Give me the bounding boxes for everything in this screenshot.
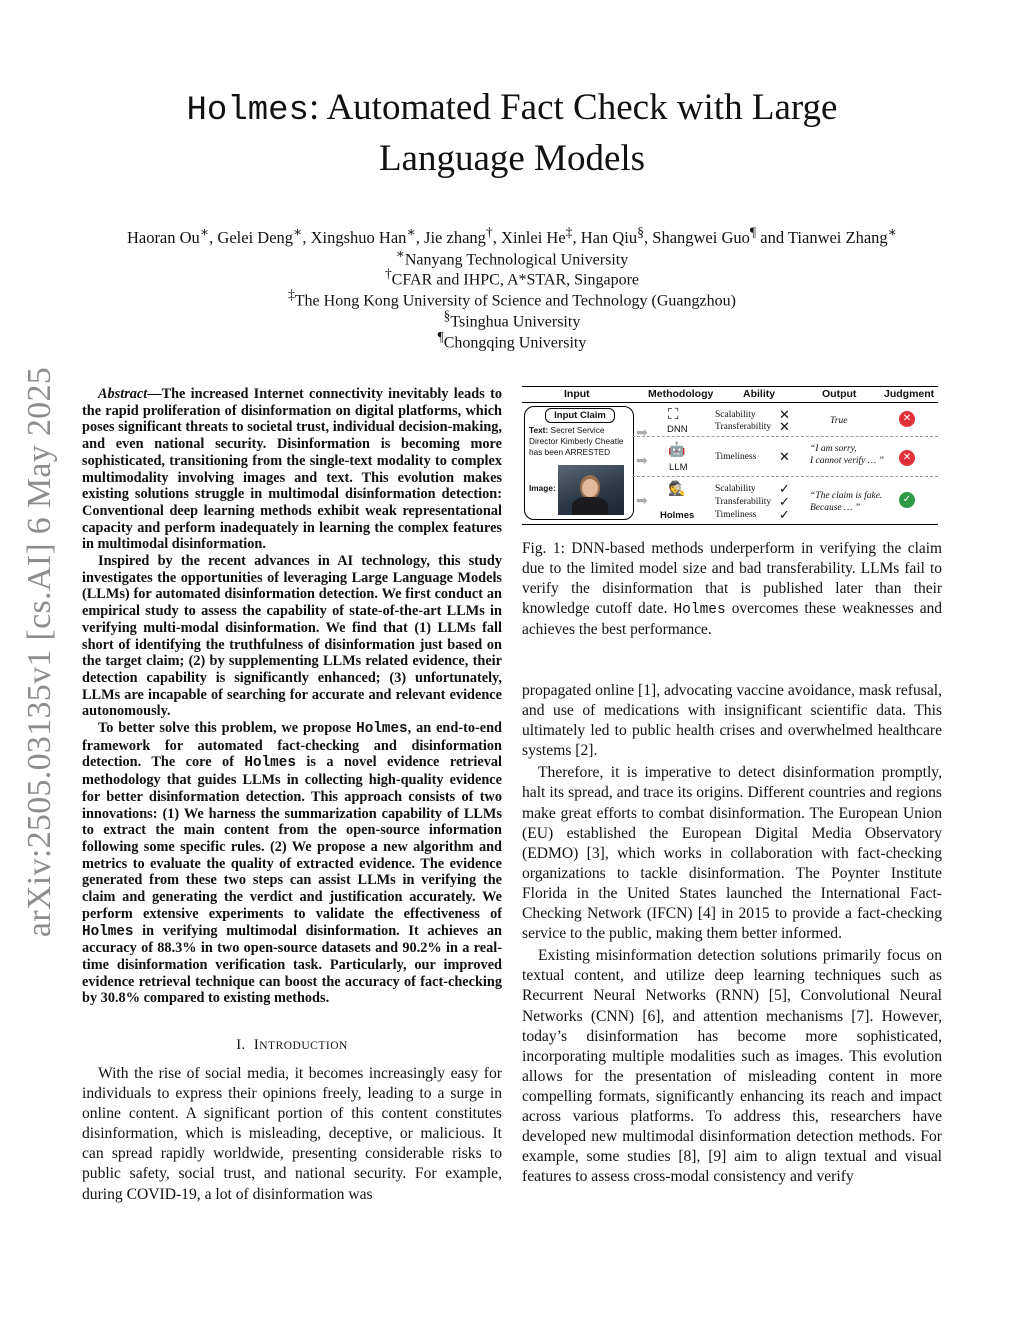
header-methodology: Methodology — [648, 388, 714, 400]
title-system-name: Holmes — [186, 92, 309, 130]
author: Haoran Ou∗, — [126, 224, 218, 247]
author: Jie zhang†, — [424, 224, 502, 247]
title-rest: : Automated Fact Check with Large — [308, 87, 838, 128]
correct-judgment-icon: ✓ — [899, 492, 915, 508]
abstract-paragraph: Abstract—The increased Internet connectivity inevitably leads to the rapid proliferation of disinformation on digital platforms, which poses significant threats to societal trust, individual decision-making, and even national security. Disinformation is becoming more sophisticated, transitioning from the single-text modality to complex multimodality involving images and text. This evolution makes existing solutions struggle in multimodal disinformation detection: Conventional deep learning methods exhibit weak representational capacity and perform inadequately in learning the complex features in multimodal disinformation. — [82, 386, 502, 553]
author: Xinlei He‡, — [501, 224, 581, 247]
ability-label: Timeliness — [715, 452, 757, 462]
abstract — [82, 386, 502, 1007]
author: Shangwei Guo¶ and — [652, 224, 788, 247]
output-llm: “I am sorry, I cannot verify … ” — [810, 444, 884, 466]
robot-icon: 🤖 — [668, 441, 686, 457]
check-icon: ✓ — [779, 494, 790, 509]
network-icon: ⛶ — [668, 406, 679, 423]
figure-1 — [522, 386, 938, 526]
ability-label: Scalability — [715, 484, 756, 494]
check-icon: ✓ — [779, 481, 790, 496]
cross-icon: ✕ — [779, 407, 790, 422]
right-column-body — [522, 681, 942, 1187]
method-dnn: DNN — [667, 424, 688, 435]
figure-header-rule — [522, 402, 938, 403]
row-separator — [632, 476, 938, 477]
output-dnn: True — [830, 416, 848, 426]
figure-bottom-rule — [522, 524, 938, 525]
method-holmes: Holmes — [660, 510, 695, 521]
affiliation: ‡The Hong Kong University of Science and Technology (Guangzhou) — [288, 287, 736, 310]
ability-label: Scalability — [715, 410, 756, 420]
arrow-icon: ➡ — [636, 452, 648, 468]
header-judgment: Judgment — [884, 388, 935, 400]
title-line2: Language Models — [378, 138, 646, 179]
detective-robot-icon: 🕵 — [668, 480, 686, 496]
author: Gelei Deng∗, — [217, 224, 311, 247]
output-holmes: “The claim is fake. Because … ” — [810, 491, 883, 513]
affiliation: †CFAR and IHPC, A*STAR, Singapore — [385, 266, 639, 289]
image-label: Image: — [529, 483, 556, 493]
section-heading-introduction: I. INTRODUCTION — [236, 1037, 348, 1053]
cross-icon: ✕ — [779, 449, 790, 464]
abstract-paragraph: To better solve this problem, we propose Holmes, an end-to-end framework for automated fact-checking and disinformation detection. The core of Holmes is a novel evidence retrieval methodology that guides LLMs in collecting high-quality evidence for better disinformation detection. This approach consists of two innovations: (1) We harness the summarization capability of LLMs to extract the main content from the open-source information following some specific rules. (2) We propose a new algorithm and metrics to evaluate the quality of extracted evidence. The evidence generated from these two steps can assist LLMs in verifying the claim and generating the verdict and justification accurately. We perform extensive experiments to validate the effectiveness of Holmes in verifying multimodal disinformation. It achieves an accuracy of 88.3% in two open-source datasets and 90.2% in a real-time disinformation verification task. Particularly, our improved evidence retrieval technique can boost the accuracy of fact-checking by 30.8% compared to existing methods. — [82, 720, 502, 1007]
claim-text: Text: Secret Service Director Kimberly Cheatle has been ARRESTED — [529, 425, 624, 457]
ability-label: Transferability — [715, 422, 772, 432]
arxiv-stamp: arXiv:2505.03135v1 [cs.AI] 6 May 2025 — [21, 366, 58, 938]
input-claim-title: Input Claim — [545, 408, 615, 423]
affiliation: ∗Nanyang Technological University — [395, 246, 629, 269]
header-output: Output — [822, 388, 857, 400]
figure-top-rule — [522, 386, 938, 387]
abstract-label: Abstract — [98, 386, 148, 402]
ability-label: Transferability — [715, 497, 772, 507]
paper-title — [80, 84, 944, 182]
arrow-icon: ➡ — [636, 492, 648, 508]
figure-caption: Fig. 1: DNN-based methods underperform in verifying the claim due to the limited model size and bad transferability. LLMs fail to verify the disinformation that is published later than their knowledge cutoff date. Holmes overcomes these weaknesses and achieves the best performance. — [522, 540, 942, 638]
cross-icon: ✕ — [779, 419, 790, 434]
ability-label: Timeliness — [715, 510, 757, 520]
wrong-judgment-icon: ✕ — [899, 450, 915, 466]
affiliation: §Tsinghua University — [443, 308, 581, 331]
author: Han Qiu§, — [580, 224, 653, 247]
input-claim-box — [524, 406, 634, 520]
abstract-paragraph: Inspired by the recent advances in AI technology, this study investigates the opportunities of leveraging Large Language Models (LLMs) for automated disinformation detection. We first conduct an empirical study to assess the capability of state-of-the-art LLMs in verifying multi-modal disinformation. We find that (1) LLMs fall short of identifying the truthfulness of disinformation just based on the target claim; (2) by supplementing LLMs related evidence, their detection capability is significantly enhanced; (3) unfortunately, LLMs are incapable of searching for accurate and relevant evidence autonomously. — [82, 553, 502, 720]
intro-paragraph: With the rise of social media, it becomes increasingly easy for individuals to express their opinions freely, leading to a surge in online content. A significant portion of this content constitutes disinformation, which is misleading, deceptive, or malicious. It can spread rapidly worldwide, presenting considerable risks to public safety, social trust, and national security. For example, during COVID-19, a lot of disinformation was — [82, 1065, 502, 1203]
method-llm: LLM — [669, 462, 688, 473]
header-input: Input — [564, 388, 590, 400]
body-paragraph: Therefore, it is imperative to detect disinformation promptly, halt its spread, and trace its origins. Different countries and regions make great efforts to combat disinformation. The European Union (EU) established the European Digital Media Observatory (EDMO) [3], which works in collaboration with fact-checking organizations to tackle disinformation. The Poynter Institute Florida in the United States launched the International Fact-Checking Network (IFCN) [4] in 2015 to provide a fact-checking service to the public, making them better informed. — [522, 764, 942, 943]
claim-image-figure-body — [572, 497, 608, 515]
body-paragraph: propagated online [1], advocating vaccine avoidance, mask refusal, and use of medications with insignificant scientific data. This ultimately led to public health crises and overwhelmed healthcare systems [2]. — [522, 682, 942, 760]
wrong-judgment-icon: ✕ — [899, 411, 915, 427]
author: Tianwei Zhang∗ — [787, 224, 898, 247]
body-paragraph: Existing misinformation detection solutions primarily focus on textual content, and utilize deep learning techniques such as Recurrent Neural Networks (RNN) [5], Convolutional Neural Networks (CNN) [6], and attention mechanisms [7]. However, today’s disinformation has become more sophisticated, incorporating multiple modalities such as images. This evolution allows for the presentation of misleading content in more compelling formats, significantly enhancing its reach and impact across various platforms. To address this, researchers have developed new multimodal disinformation detection methods. For example, some studies [8], [9] aim to align textual and visual features to assess cross-modal consistency and verify — [522, 947, 942, 1186]
check-icon: ✓ — [779, 507, 790, 522]
affiliation: ¶Chongqing University — [437, 329, 587, 352]
claim-image-figure-face — [582, 479, 598, 497]
row-separator — [632, 436, 938, 437]
author: Xingshuo Han∗, — [310, 224, 425, 247]
claim-image — [558, 465, 624, 515]
header-ability: Ability — [743, 388, 776, 400]
arrow-icon: ➡ — [636, 424, 648, 440]
